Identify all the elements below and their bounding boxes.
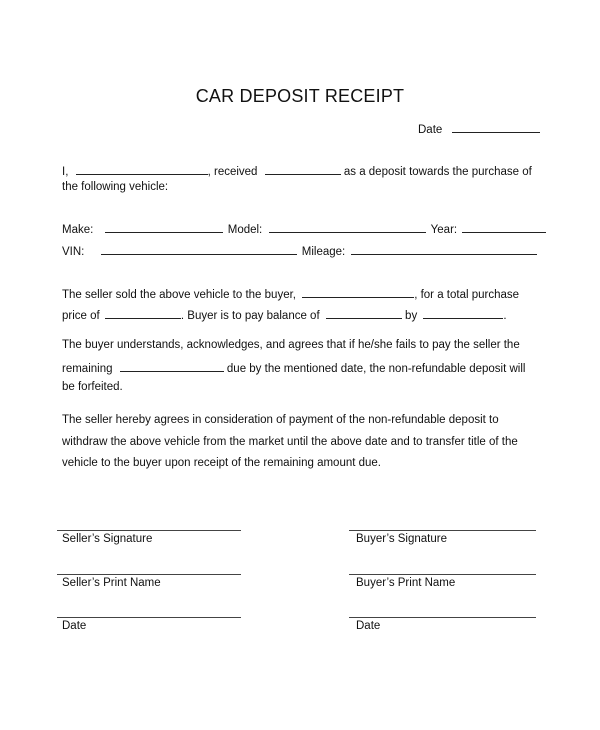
sale-text-1: The seller sold the above vehicle to the buyer,	[62, 289, 296, 301]
seller-terms-line-3: vehicle to the buyer upon receipt of the remaining amount due.	[62, 457, 382, 469]
buyer-signature-line[interactable]	[349, 530, 536, 531]
mileage-field[interactable]	[351, 243, 537, 255]
name-field[interactable]	[76, 163, 208, 175]
sale-end: .	[503, 310, 507, 322]
make-field[interactable]	[105, 221, 223, 233]
intro-received: , received	[207, 166, 258, 178]
seller-date-line[interactable]	[57, 617, 241, 618]
balance-label: . Buyer is to pay balance of	[180, 310, 320, 322]
remaining-amount-field[interactable]	[120, 360, 224, 372]
sale-line-1	[62, 286, 519, 301]
buyer-terms-line-2	[62, 360, 525, 375]
seller-print-name-label: Seller’s Print Name	[62, 577, 161, 589]
seller-print-name-line[interactable]	[57, 574, 241, 575]
vin-label: VIN:	[62, 246, 85, 258]
intro-line-1	[62, 163, 532, 178]
page-title: CAR DEPOSIT RECEIPT	[195, 86, 405, 106]
buyer-signature-label: Buyer’s Signature	[356, 533, 447, 545]
buyer-name-field[interactable]	[302, 286, 414, 298]
due-date-field[interactable]	[423, 307, 503, 319]
buyer-terms-line-2-rest: due by the mentioned date, the non-refundable deposit will	[226, 363, 526, 375]
price-field[interactable]	[105, 307, 181, 319]
remaining-label: remaining	[62, 363, 113, 375]
intro-deposit: as a deposit towards the purchase of	[343, 166, 532, 178]
seller-date-label: Date	[62, 620, 87, 632]
buyer-print-name-label: Buyer’s Print Name	[356, 577, 456, 589]
date-label: Date	[418, 124, 443, 136]
by-label: by	[405, 310, 418, 322]
deposit-amount-field[interactable]	[265, 163, 341, 175]
buyer-terms-line-3: be forfeited.	[62, 381, 123, 393]
model-field[interactable]	[269, 221, 426, 233]
sale-price-label: price of	[62, 310, 100, 322]
sale-line-2	[62, 307, 507, 322]
buyer-print-name-line[interactable]	[349, 574, 536, 575]
seller-terms-line-2: withdraw the above vehicle from the market until the above date and to transfer title of the	[62, 436, 518, 448]
vin-field[interactable]	[101, 243, 297, 255]
model-label: Model:	[227, 224, 263, 236]
vehicle-row-2	[62, 243, 537, 258]
make-label: Make:	[62, 224, 94, 236]
date-field[interactable]	[452, 121, 540, 133]
buyer-terms-line-1: The buyer understands, acknowledges, and agrees that if he/she fails to pay the seller the	[62, 339, 520, 351]
sale-text-1-end: , for a total purchase	[414, 289, 520, 301]
seller-terms-line-1: The seller hereby agrees in consideration of payment of the non-refundable deposit to	[62, 414, 499, 426]
vehicle-row-1	[62, 221, 546, 236]
mileage-label: Mileage:	[301, 246, 346, 258]
year-label: Year:	[430, 224, 458, 236]
date-row	[418, 121, 540, 136]
buyer-date-line[interactable]	[349, 617, 536, 618]
year-field[interactable]	[462, 221, 546, 233]
seller-signature-line[interactable]	[57, 530, 241, 531]
balance-field[interactable]	[326, 307, 402, 319]
intro-prefix: I,	[62, 166, 69, 178]
buyer-date-label: Date	[356, 620, 381, 632]
intro-line-2: the following vehicle:	[62, 181, 169, 193]
seller-signature-label: Seller’s Signature	[62, 533, 153, 545]
